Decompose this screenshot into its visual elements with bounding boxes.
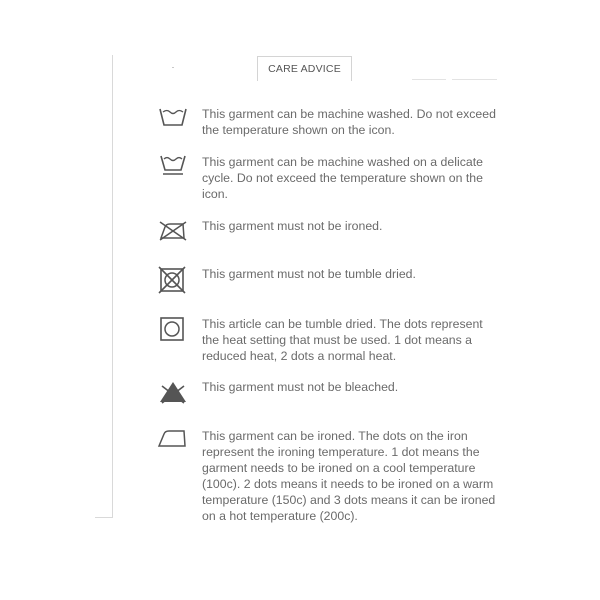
iron-icon — [150, 428, 192, 458]
do-not-tumble-dry-icon — [150, 266, 192, 296]
care-item-text: This garment can be ironed. The dots on the iron represent the ironing temperature. 1 dot means the garment needs to be ironed on a cool temperature (100c). 2 dots means it needs to be ironed on a warm temperature (150c) and 3 dots means it can be ironed on a hot temperature (200c). — [202, 429, 496, 523]
machine-wash-icon — [150, 106, 192, 136]
tab-underline — [452, 79, 497, 80]
delicate-wash-icon — [150, 154, 192, 184]
tab-underline — [412, 79, 446, 80]
care-item-text: This article can be tumble dried. The dots represent the heat setting that must be used. 1 dot means a reduced heat, 2 dots a normal heat. — [202, 317, 483, 363]
care-item-text: This garment can be machine washed. Do not exceed the temperature shown on the icon. — [202, 107, 496, 137]
care-item-text: This garment can be machine washed on a delicate cycle. Do not exceed the temperature shown on the icon. — [202, 155, 483, 201]
care-item-text: This garment must not be ironed. — [202, 219, 383, 233]
panel-left-border — [112, 55, 113, 517]
tumble-dry-icon — [150, 316, 192, 346]
do-not-iron-icon — [150, 218, 192, 248]
care-item-text: This garment must not be bleached. — [202, 380, 399, 394]
tab-care-advice[interactable]: CARE ADVICE — [257, 56, 352, 81]
care-item-text: This garment must not be tumble dried. — [202, 267, 416, 281]
panel-bottom-border — [95, 517, 113, 518]
decorative-mark — [172, 67, 174, 68]
do-not-bleach-icon — [150, 379, 192, 409]
